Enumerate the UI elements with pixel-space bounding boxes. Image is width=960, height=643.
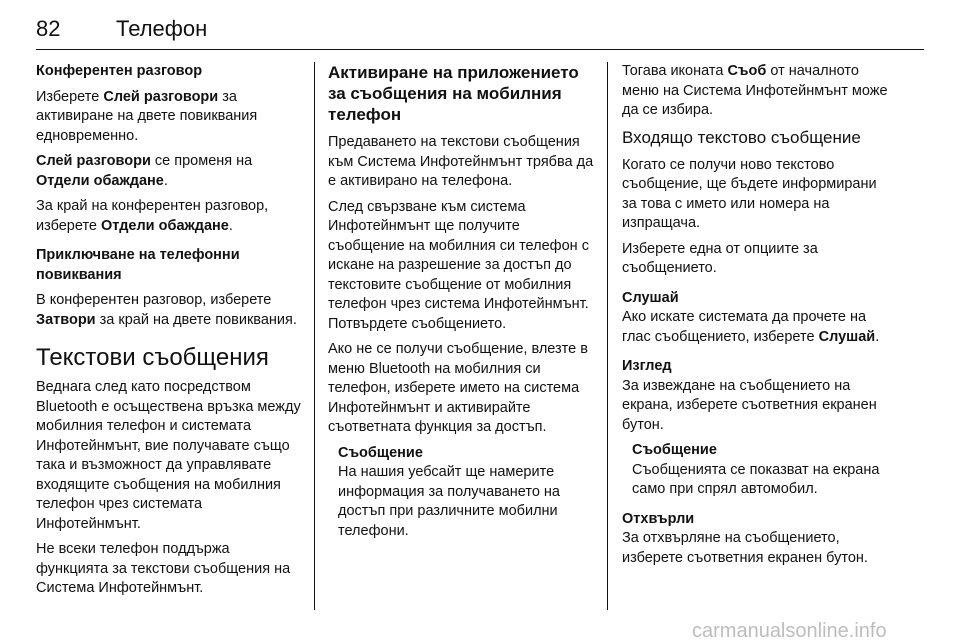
paragraph: За извеждане на съобщението на екрана, изберете съответния екранен бутон. [622,377,877,433]
watermark: carmanualsonline.info [692,620,887,642]
page-number: 82 [36,16,61,41]
page-header [36,16,924,50]
section-heading: Входящо текстово съобщение [622,127,861,147]
paragraph: Предаването на текстови съобщения към Система Инфотейнмънт трябва да е активирано на телефона. [328,134,594,189]
column-right [622,62,892,574]
page-title: Телефон [116,16,208,41]
paragraph: За отхвърляне на съобщението, изберете съответния екранен бутон. [622,530,868,566]
chapter-heading: Текстови съобщения [36,344,269,371]
subheading-listen: Слушай [622,289,679,306]
paragraph: Ако не се получи съобщение, влезте в меню Bluetooth на мобилния си телефон, изберете името на система Инфотейнмънт и активирайте съответната функция за достъп. [328,341,588,435]
paragraph: Когато се получи ново текстово съобщение, ще бъдете информирани за това с името или номера на изпращача. [622,156,877,231]
paragraph: Слей разговори се променя на Отдели обаждане. [36,153,253,189]
paragraph: След свързване към система Инфотейнмънт ще получите съобщение на мобилния си телефон с искане на разрешение за достъп до текстовите съобщение от мобилния телефон чрез система Инфотейнмънт. Потвърдете съобщението. [328,198,589,332]
note-heading: Съобщение [338,444,423,461]
column-divider [314,62,315,610]
column-middle [328,62,598,547]
section-heading: Конферентен разговор [36,63,203,79]
paragraph: Ако искате системата да прочете на глас съобщението, изберете Слушай. [622,309,880,345]
subheading-reject: Отхвърли [622,510,695,527]
paragraph: В конферентен разговор, изберете Затвори за край на двете повиквания. [36,292,297,328]
note-text: На нашия уебсайт ще намерите информация за получаването на достъп при различните мобилни телефони. [338,464,560,539]
column-left [36,62,304,605]
section-heading: Активиране на приложението за съобщения на мобилния телефон [328,63,579,124]
paragraph: Изберете Слей разговори за активиране на двете повиквания едновременно. [36,88,258,144]
note-heading: Съобщение [632,442,717,458]
paragraph: Не всеки телефон поддържа функцията за текстови съобщения на Система Инфотейнмънт. [36,541,291,596]
paragraph: Тогава иконата Съоб от началното меню на Система Инфотейнмънт може да се избира. [622,63,888,118]
paragraph: Изберете една от опциите за съобщението. [622,240,818,276]
subheading-view: Изглед [622,358,672,374]
section-heading: Приключване на телефонни повиквания [36,247,240,283]
note-box [632,441,892,500]
paragraph: За край на конферентен разговор, изберете Отдели обаждане. [36,198,269,234]
column-divider [607,62,608,610]
note-box [338,444,598,542]
note-text: Съобщенията се показват на екрана само при спрял автомобил. [632,461,880,497]
paragraph: Веднага след като посредством Bluetooth е осъществена връзка между мобилния телефон и системата Инфотейнмънт, вие получавате също така и възможност да управлявате входящите съобщения на мобилния телефон чрез системата Инфотейнмънт. [36,379,301,532]
header-divider [36,49,924,50]
